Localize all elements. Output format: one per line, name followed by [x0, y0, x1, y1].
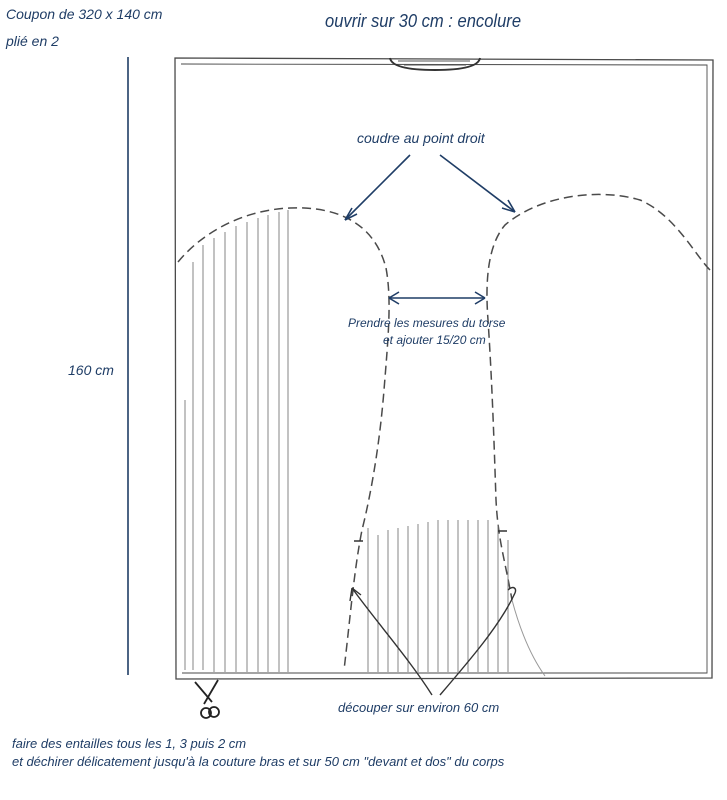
- fringe-instruction-line-1: faire des entailles tous les 1, 3 puis 2 cm: [12, 736, 247, 751]
- left-fringe-hatching: [185, 210, 288, 672]
- left-stitch-line: [178, 208, 389, 670]
- coupon-size-label: Coupon de 320 x 140 cm: [6, 6, 163, 22]
- cut-length-label: découper sur environ 60 cm: [338, 700, 500, 715]
- torso-measure-label: Prendre les mesures du torse: [348, 316, 506, 330]
- torso-measure-label-2: et ajouter 15/20 cm: [383, 333, 486, 347]
- right-body-edge: [512, 600, 545, 676]
- neck-opening-label: ouvrir sur 30 cm : encolure: [325, 11, 522, 31]
- height-label: 160 cm: [68, 362, 114, 378]
- torso-width-arrow: [389, 292, 485, 304]
- fabric-outline: [175, 58, 713, 679]
- fabric-outline-inner: [181, 64, 707, 673]
- scissors-icon: [195, 680, 219, 718]
- stitch-arrows: [345, 155, 515, 220]
- fringe-instruction-line-2: et déchirer délicatement jusqu'à la couture bras et sur 50 cm "devant et dos" du corps: [12, 754, 505, 769]
- stitch-label: coudre au point droit: [357, 130, 485, 146]
- right-stitch-line: [487, 194, 710, 600]
- body-fringe-hatching: [368, 520, 508, 672]
- fold-label: plié en 2: [6, 33, 59, 49]
